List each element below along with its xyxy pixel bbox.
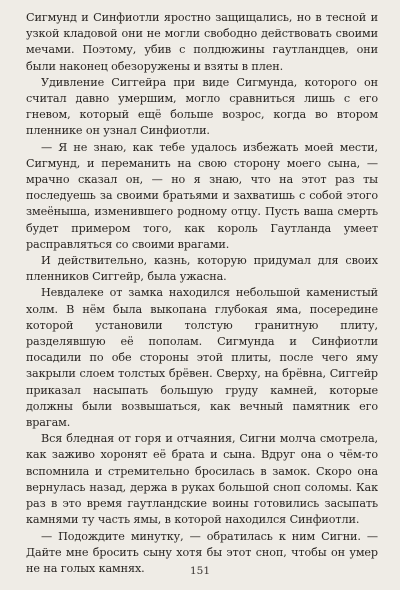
paragraph-2: Удивление Сиггейра при виде Сигмунда, которого он считал давно умершим, могло сравниться лишь с его гневом, который ещё больше возрос, когда во втором пленнике он узнал Синфиотли. <box>26 75 378 138</box>
paragraph-1: Сигмунд и Синфиотли яростно защищались, но в тесной и узкой кладовой они не могли свободно действовать своими мечами. Поэтому, убив с полдюжины гаутландцев, они были наконец обезоружены и взяты в плен. <box>26 11 378 73</box>
paragraph-4: И действительно, казнь, которую придумал для своих пленников Сиггейр, была ужасна. <box>26 254 378 284</box>
paragraph-7: — Подождите минутку, — обратилась к ним Сигни. — Дайте мне бросить сыну хотя бы этот сноп, чтобы он умер не на голых камнях. <box>26 529 378 575</box>
paragraph-3: — Я не знаю, как тебе удалось избежать моей мести, Сигмунд, и переманить на свою сторону моего сына, — мрачно сказал он, — но я знаю, что на этот раз ты последуешь за своими братьями и захватишь с собой этого змеёныша, изменившего родному отцу. Пусть ваша смерть будет примером того, как король Гаутланда умеет расправляться со своими врагами. <box>26 140 378 251</box>
paragraph-6: Вся бледная от горя и отчаяния, Сигни молча смотрела, как заживо хоронят её брата и сына. Вдруг она о чём-то вспомнила и стремительно бросилась в замок. Скоро она вернулась назад, держа в руках большой сноп соломы. Как раз в это время гаутландские воины готовились засыпать камнями ту часть ямы, в которой находился Синфиотли. <box>26 432 378 527</box>
page-number: 151 <box>189 565 211 577</box>
paragraph-5: Невдалеке от замка находился небольшой каменистый холм. В нём была выкопана глубокая яма, посередине которой установили толстую гранитную плиту, разделявшую её пополам. Сигмунда и Синфиотли посадили по обе стороны этой плиты, после чего яму закрыли слоем толстых брёвен. Сверху, на брёвна, Сиггейр приказал насыпать большую груду камней, которые должны были возвышаться, как вечный памятник его врагам. <box>26 286 378 430</box>
